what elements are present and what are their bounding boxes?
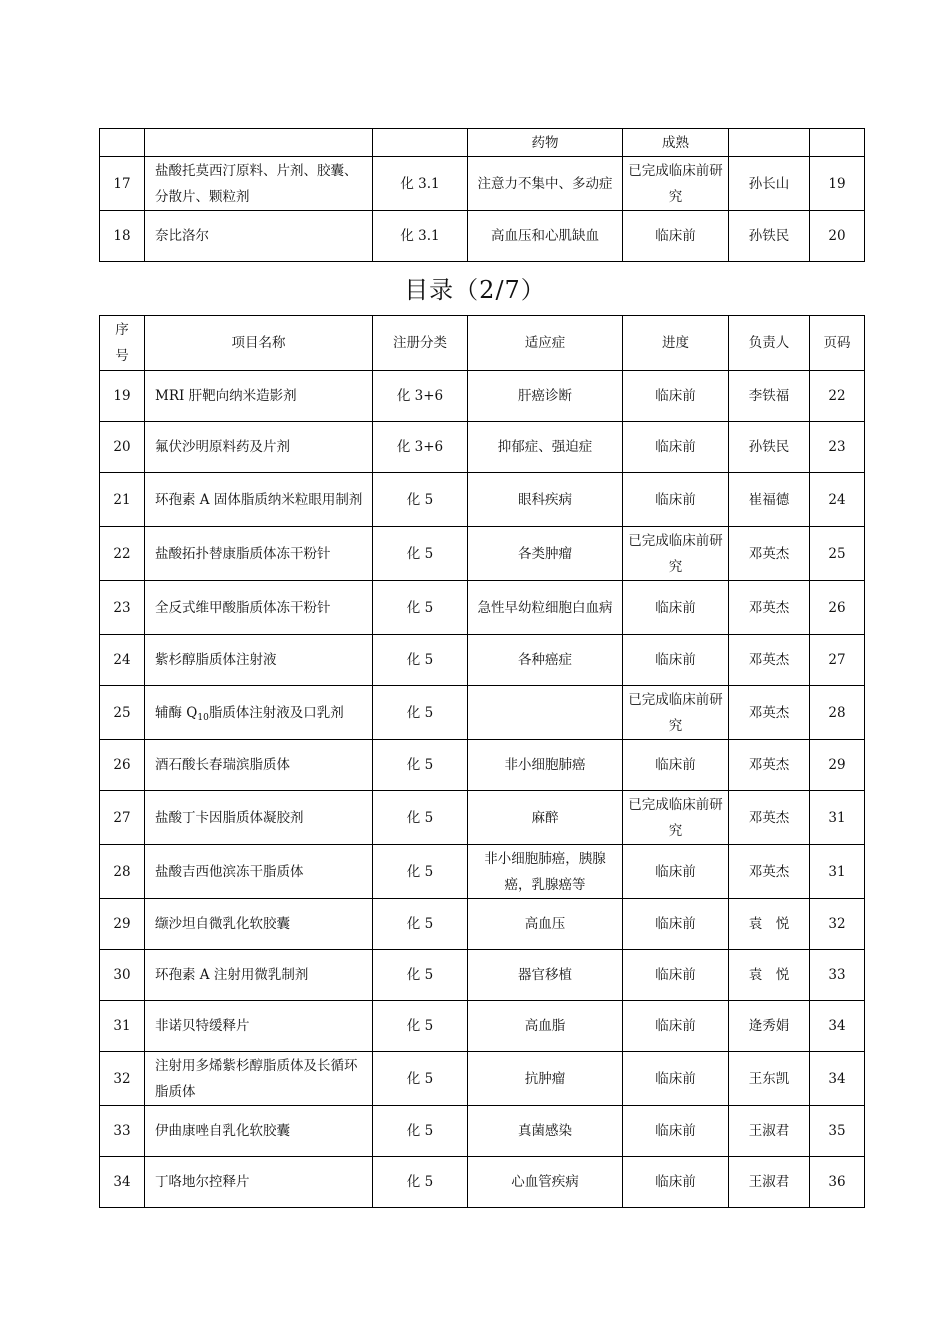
cell-name	[145, 686, 373, 740]
cell-progress: 临床前	[623, 635, 729, 686]
cell-no: 24	[100, 635, 145, 686]
cell-name: 盐酸丁卡因脂质体凝胶剂	[145, 791, 373, 845]
cell-page: 23	[810, 422, 865, 473]
cell-indication: 心血管疾病	[468, 1157, 623, 1208]
cell-owner: 邓英杰	[729, 686, 810, 740]
table-row	[100, 1106, 865, 1157]
cell-category: 化 5	[373, 1106, 468, 1157]
cell-owner: 邓英杰	[729, 740, 810, 791]
cell-name: 全反式维甲酸脂质体冻干粉针	[145, 581, 373, 635]
cell-page: 31	[810, 845, 865, 899]
cell-indication: 非小细胞肺癌，胰腺癌，乳腺癌等	[468, 845, 623, 899]
cell-indication: 真菌感染	[468, 1106, 623, 1157]
cell-category: 化 3.1	[373, 211, 468, 262]
cell-indication: 药物	[468, 129, 623, 157]
cell-no: 17	[100, 157, 145, 211]
cell-no: 31	[100, 1001, 145, 1052]
cell-indication: 抑郁症、强迫症	[468, 422, 623, 473]
cell-name-part: 脂质体注射液及口乳剂	[208, 704, 344, 721]
cell-owner: 崔福德	[729, 473, 810, 527]
cell-indication: 抗肿瘤	[468, 1052, 623, 1106]
cell-progress: 已完成临床前研究	[623, 791, 729, 845]
cell-progress: 临床前	[623, 899, 729, 950]
cell-category: 化 3+6	[373, 371, 468, 422]
header-owner: 负责人	[729, 316, 810, 371]
table-row	[100, 527, 865, 581]
cell-owner: 孙铁民	[729, 211, 810, 262]
cell-progress: 临床前	[623, 422, 729, 473]
table-row	[100, 129, 865, 157]
continued-table	[99, 128, 865, 262]
cell-page: 26	[810, 581, 865, 635]
cell-progress: 临床前	[623, 845, 729, 899]
table-row	[100, 791, 865, 845]
table-row	[100, 845, 865, 899]
table-row	[100, 899, 865, 950]
cell-category: 化 5	[373, 950, 468, 1001]
cell-no: 18	[100, 211, 145, 262]
cell-name-part: 辅酶 Q	[155, 704, 198, 721]
cell-indication: 急性早幼粒细胞白血病	[468, 581, 623, 635]
cell-indication: 非小细胞肺癌	[468, 740, 623, 791]
cell-category: 化 5	[373, 635, 468, 686]
cell-name: 缬沙坦自微乳化软胶囊	[145, 899, 373, 950]
cell-page: 36	[810, 1157, 865, 1208]
cell-progress: 已完成临床前研究	[623, 527, 729, 581]
cell-name: 环孢素 A 固体脂质纳米粒眼用制剂	[145, 473, 373, 527]
cell-owner: 邓英杰	[729, 845, 810, 899]
cell-category: 化 5	[373, 686, 468, 740]
table-row	[100, 740, 865, 791]
table-row	[100, 950, 865, 1001]
cell-page: 34	[810, 1052, 865, 1106]
cell-progress: 临床前	[623, 473, 729, 527]
cell-progress: 已完成临床前研究	[623, 686, 729, 740]
cell-no: 28	[100, 845, 145, 899]
cell-name: 酒石酸长春瑞滨脂质体	[145, 740, 373, 791]
cell-page: 20	[810, 211, 865, 262]
cell-owner: 王淑君	[729, 1106, 810, 1157]
cell-indication: 高血压和心肌缺血	[468, 211, 623, 262]
cell-page: 19	[810, 157, 865, 211]
header-name: 项目名称	[145, 316, 373, 371]
cell-name: 奈比洛尔	[145, 211, 373, 262]
table-row	[100, 422, 865, 473]
cell-no: 23	[100, 581, 145, 635]
cell-name: 盐酸托莫西汀原料、片剂、胶囊、分散片、颗粒剂	[145, 157, 373, 211]
header-indication: 适应症	[468, 316, 623, 371]
cell-category: 化 5	[373, 527, 468, 581]
cell-name: 环孢素 A 注射用微乳制剂	[145, 950, 373, 1001]
table-row	[100, 635, 865, 686]
cell-page: 25	[810, 527, 865, 581]
cell-no: 20	[100, 422, 145, 473]
cell-category: 化 5	[373, 1157, 468, 1208]
cell-no: 29	[100, 899, 145, 950]
cell-owner: 李铁福	[729, 371, 810, 422]
cell-no: 26	[100, 740, 145, 791]
cell-indication: 器官移植	[468, 950, 623, 1001]
cell-page: 33	[810, 950, 865, 1001]
cell-no: 19	[100, 371, 145, 422]
cell-no: 30	[100, 950, 145, 1001]
cell-indication: 麻醉	[468, 791, 623, 845]
cell-name: 丁咯地尔控释片	[145, 1157, 373, 1208]
cell-owner: 逄秀娟	[729, 1001, 810, 1052]
cell-category: 化 5	[373, 581, 468, 635]
cell-name: 盐酸吉西他滨冻干脂质体	[145, 845, 373, 899]
cell-page: 29	[810, 740, 865, 791]
cell-progress: 临床前	[623, 740, 729, 791]
cell-indication: 高血压	[468, 899, 623, 950]
cell-category: 化 5	[373, 473, 468, 527]
cell-page	[810, 129, 865, 157]
cell-progress: 临床前	[623, 1106, 729, 1157]
contents-table	[99, 315, 865, 1208]
cell-progress: 临床前	[623, 371, 729, 422]
cell-category	[373, 129, 468, 157]
cell-no: 25	[100, 686, 145, 740]
table-row	[100, 371, 865, 422]
cell-indication	[468, 686, 623, 740]
cell-category: 化 5	[373, 740, 468, 791]
cell-no	[100, 129, 145, 157]
cell-progress: 临床前	[623, 1001, 729, 1052]
cell-name: 注射用多烯紫杉醇脂质体及长循环脂质体	[145, 1052, 373, 1106]
cell-indication: 肝癌诊断	[468, 371, 623, 422]
cell-owner: 邓英杰	[729, 635, 810, 686]
header-no: 序号	[100, 316, 145, 371]
cell-category: 化 5	[373, 845, 468, 899]
cell-name: MRI 肝靶向纳米造影剂	[145, 371, 373, 422]
cell-owner: 邓英杰	[729, 527, 810, 581]
page-title: 目录（2/7）	[404, 276, 546, 304]
cell-owner	[729, 129, 810, 157]
cell-name	[145, 129, 373, 157]
cell-page: 31	[810, 791, 865, 845]
header-progress: 进度	[623, 316, 729, 371]
cell-no: 33	[100, 1106, 145, 1157]
cell-owner: 孙铁民	[729, 422, 810, 473]
cell-indication: 各种癌症	[468, 635, 623, 686]
cell-no: 34	[100, 1157, 145, 1208]
cell-name-subscript: 10	[197, 712, 209, 723]
cell-page: 35	[810, 1106, 865, 1157]
cell-name: 非诺贝特缓释片	[145, 1001, 373, 1052]
cell-progress: 临床前	[623, 1157, 729, 1208]
cell-owner: 孙长山	[729, 157, 810, 211]
cell-category: 化 5	[373, 899, 468, 950]
cell-no: 22	[100, 527, 145, 581]
cell-indication: 注意力不集中、多动症	[468, 157, 623, 211]
cell-indication: 各类肿瘤	[468, 527, 623, 581]
table-row	[100, 1001, 865, 1052]
cell-name: 氟伏沙明原料药及片剂	[145, 422, 373, 473]
cell-no: 21	[100, 473, 145, 527]
cell-category: 化 5	[373, 1052, 468, 1106]
cell-owner: 袁 悦	[729, 899, 810, 950]
table-row	[100, 211, 865, 262]
header-page: 页码	[810, 316, 865, 371]
cell-page: 24	[810, 473, 865, 527]
cell-page: 27	[810, 635, 865, 686]
cell-category: 化 3+6	[373, 422, 468, 473]
cell-no: 32	[100, 1052, 145, 1106]
cell-progress: 临床前	[623, 211, 729, 262]
cell-no: 27	[100, 791, 145, 845]
cell-category: 化 3.1	[373, 157, 468, 211]
cell-indication: 高血脂	[468, 1001, 623, 1052]
table-row	[100, 473, 865, 527]
table-row	[100, 1157, 865, 1208]
cell-progress: 已完成临床前研究	[623, 157, 729, 211]
cell-category: 化 5	[373, 791, 468, 845]
cell-category: 化 5	[373, 1001, 468, 1052]
cell-owner: 邓英杰	[729, 791, 810, 845]
cell-indication: 眼科疾病	[468, 473, 623, 527]
cell-owner: 王淑君	[729, 1157, 810, 1208]
cell-owner: 邓英杰	[729, 581, 810, 635]
header-category: 注册分类	[373, 316, 468, 371]
cell-page: 22	[810, 371, 865, 422]
cell-name: 紫杉醇脂质体注射液	[145, 635, 373, 686]
cell-progress: 临床前	[623, 950, 729, 1001]
cell-owner: 袁 悦	[729, 950, 810, 1001]
header-row	[100, 316, 865, 371]
cell-name: 伊曲康唑自乳化软胶囊	[145, 1106, 373, 1157]
cell-page: 34	[810, 1001, 865, 1052]
cell-page: 32	[810, 899, 865, 950]
cell-page: 28	[810, 686, 865, 740]
table-row	[100, 686, 865, 740]
table-row	[100, 1052, 865, 1106]
cell-owner: 王东凯	[729, 1052, 810, 1106]
cell-progress: 成熟	[623, 129, 729, 157]
table-row	[100, 157, 865, 211]
cell-name: 盐酸拓扑替康脂质体冻干粉针	[145, 527, 373, 581]
cell-progress: 临床前	[623, 1052, 729, 1106]
cell-progress: 临床前	[623, 581, 729, 635]
table-row	[100, 581, 865, 635]
